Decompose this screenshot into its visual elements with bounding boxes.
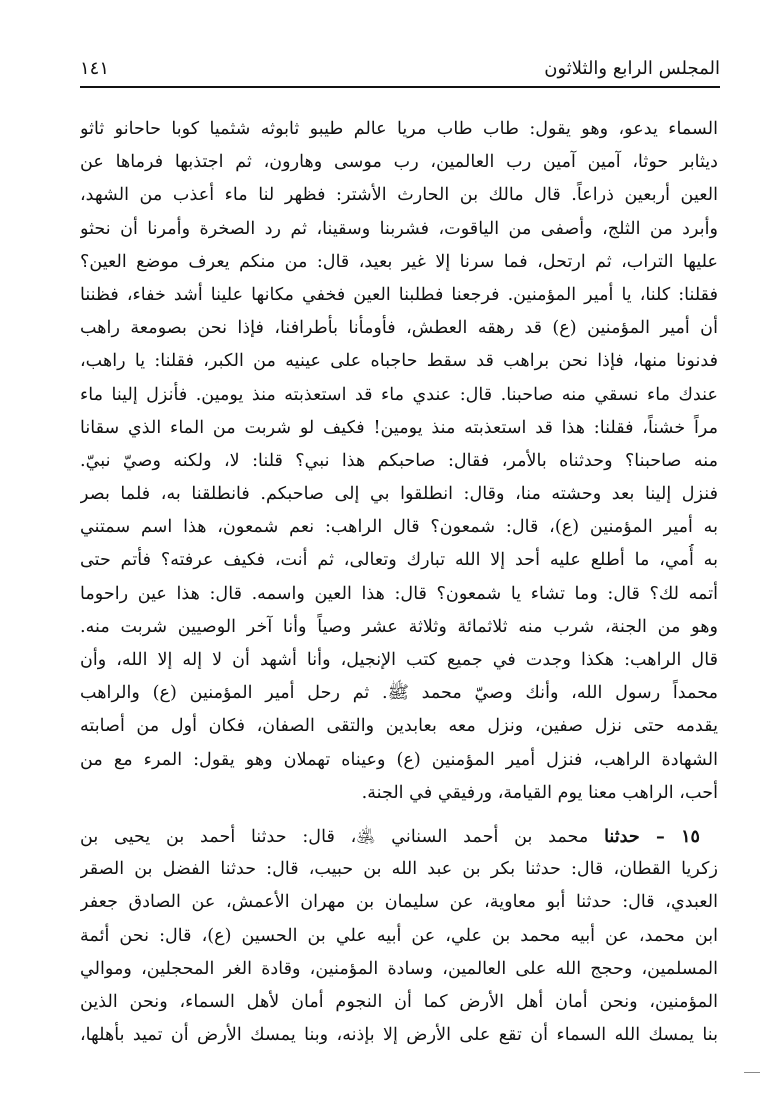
- text-line: ابن محمد، عن أبيه محمد بن علي، عن أبيه علي بن الحسين (ع)، قال: نحن أئمة: [80, 925, 718, 946]
- text-line: العبدي، قال: حدثنا أبو معاوية، عن سليمان بن مهران الأعمش، عن الصادق جعفر: [80, 892, 718, 913]
- text-line: أتمه لك؟ قال: وما تشاء يا شمعون؟ قال: هذا العين واسمه. قال: هذا عين راحوما: [80, 583, 718, 604]
- text-line: بنا يمسك الله السماء أن تقع على الأرض إلا بإذنه، وبنا يمسك الأرض أن تميد بأهلها،: [80, 1025, 718, 1046]
- text-line: وهو من الجنة، شرب منه ثلاثمائة وثلاثة عشر وصياً وأنا آخر الوصيين شربت منه.: [80, 616, 718, 637]
- text-line: يقدمه حتى نزل صفين، ونزل معه بعابدين والتقى الصفان، فكان أول من أصابته: [80, 716, 718, 737]
- text-line: العين أربعين ذراعاً. قال مالك بن الحارث الأشتر: فظهر لنا ماء أعذب من الشهد،: [80, 185, 718, 206]
- text-line: السماء يدعو، وهو يقول: طاب طاب مريا عالم طيبو ثابوثه شثميا كوبا حاحانو ثاثو: [80, 119, 718, 139]
- text-line: [80, 820, 718, 853]
- text-line: المسلمين، وحجج الله على العالمين، وسادة المؤمنين، وقادة الغر المحجلين، وموالي: [80, 958, 718, 979]
- text-line: المؤمنين، ونحن أمان أهل الأرض كما أن النجوم أمان لأهل السماء، ونحن الذين: [80, 991, 718, 1012]
- hadith-number: ١٥ – حدثنا: [604, 826, 700, 847]
- text-line: به أمير المؤمنين (ع)، قال: شمعون؟ قال الراهب: نعم شمعون، هذا اسم سمتني: [80, 517, 718, 538]
- text-line: زكريا القطان، قال: حدثنا بكر بن عبد الله بن حبيب، قال: حدثنا الفضل بن الصقر: [80, 859, 718, 880]
- chapter-title: المجلس الرابع والثلاثون: [544, 58, 720, 79]
- header-rule: [80, 86, 720, 88]
- text-line: أحب، الراهب معنا يوم القيامة، ورفيقي في الجنة.: [361, 782, 718, 803]
- text-line: منه صاحبنا؟ وحدثناه بالأمر، فقال: صاحبكم هذا نبي؟ قلنا: لا، ولكنه وصيّ نبيّ.: [80, 450, 718, 471]
- text-line-rest: محمد بن أحمد السناني ﵁، قال: حدثنا أحمد بن يحيى بن: [80, 827, 589, 847]
- page-number: ١٤١: [80, 58, 110, 79]
- text-line: أن أمير المؤمنين (ع) قد رهقه العطش، فأومأنا بأطرافنا، فإذا نحن بصومعة راهب: [80, 318, 718, 339]
- text-line: عندك ماء نسقي منه صاحبنا. قال: عندي ماء قد استعذبته منذ يومين. فأنزل إلينا ماء: [80, 384, 718, 405]
- text-line: محمداً رسول الله، وأنك وصيّ محمد ﷺ. ثم رحل أمير المؤمنين (ع) والراهب: [80, 683, 718, 704]
- text-line: وأبرد من الثلج، وأصفى من الياقوت، فشربنا وسقينا، ثم رد الصخرة وأمرنا أن نحثو: [80, 218, 718, 239]
- text-line: الشهادة الراهب، فنزل أمير المؤمنين (ع) وعيناه تهملان وهو يقول: المرء مع من: [80, 749, 718, 770]
- text-line: ديثابر حوثا، آمين آمين رب العالمين، رب موسى وهارون، ثم اجتذبها فرماها عن: [80, 152, 718, 173]
- text-line: فقلنا: كلنا، يا أمير المؤمنين. فرجعنا فطلبنا العين فخفي مكانها علينا أشد خفاء، فظننا: [80, 284, 718, 305]
- running-header: [80, 58, 720, 86]
- paragraph-2: [80, 820, 718, 1052]
- text-line: فنزل إلينا بعد وحشته منا، وقال: انطلقوا بي إلى صاحبكم. فانطلقنا به، فلما بصر: [80, 484, 718, 505]
- margin-mark: [744, 1072, 760, 1073]
- paragraph-1: [80, 113, 718, 810]
- text-line: قال الراهب: هكذا وجدت في جميع كتب الإنجيل، وأنا أشهد أن لا إله إلا الله، وأن: [80, 650, 718, 670]
- text-line: به أُمي، ما أطلع عليه أحد إلا الله تبارك وتعالى، ثم أنت، فكيف عرفته؟ فأتم حتى: [80, 550, 718, 571]
- text-line: مراً خشناً، فقلنا: هذا قد استعذبته منذ يومين! فكيف لو شربت من الماء الذي سقانا: [80, 417, 718, 438]
- text-line: فدنونا منها، فإذا نحن براهب قد سقط حاجباه على عينيه من الكبر، فقلنا: يا راهب،: [80, 351, 718, 372]
- text-line: عليها التراب، ثم ارتحل، فما سرنا إلا غير بعيد، قال: من منكم يعرف موضع العين؟: [80, 251, 718, 272]
